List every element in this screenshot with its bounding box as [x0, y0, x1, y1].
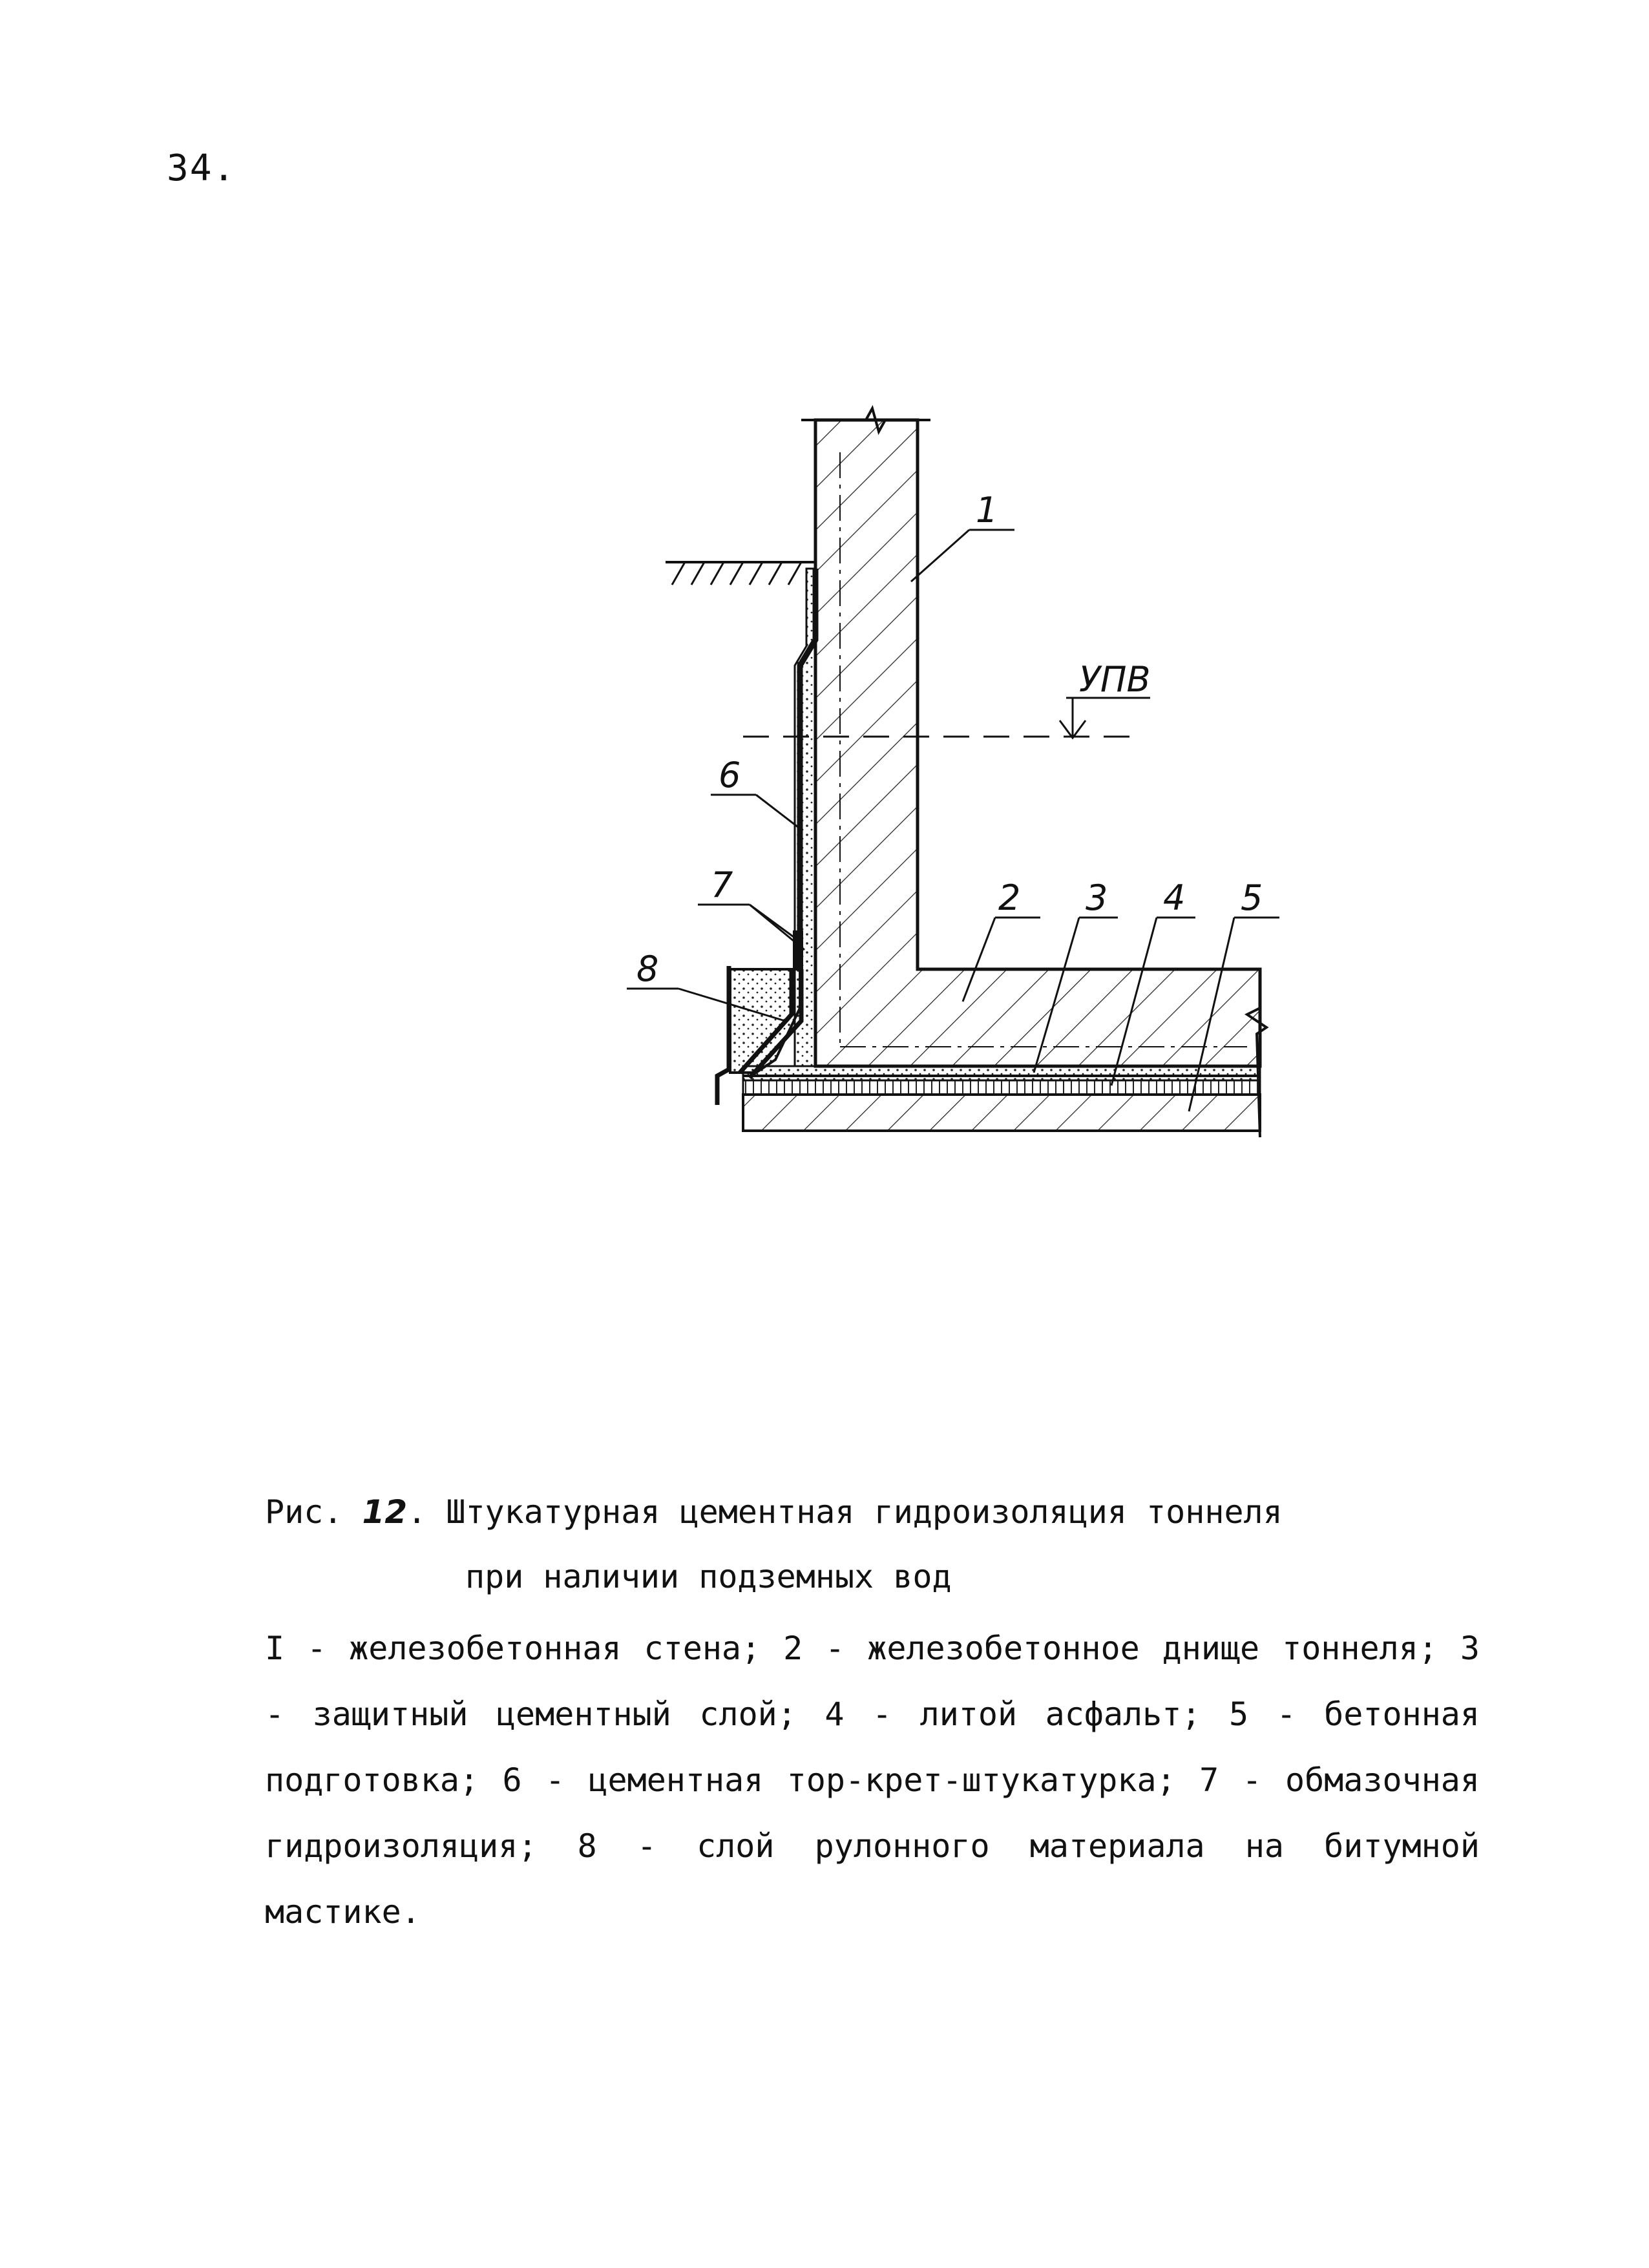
legend-item-1: I - железобетонная стена;	[265, 1630, 761, 1667]
ground-surface	[666, 562, 815, 585]
legend-item-6: 6 - цементная тор-крет-штукатурка;	[502, 1761, 1176, 1799]
svg-text:1: 1	[976, 490, 998, 530]
svg-text:2: 2	[998, 877, 1021, 918]
legend-item-5: 5 - бетонная подготовка;	[265, 1696, 1480, 1799]
water-level-label: УПВ	[1079, 659, 1151, 700]
legend-item-4: 4 - литой асфальт;	[824, 1696, 1201, 1733]
page-number: 34.	[167, 147, 236, 189]
svg-text:5: 5	[1241, 877, 1263, 918]
concrete-preparation	[743, 1095, 1260, 1131]
legend-item-7: 7 - обмазочная гидроизоляция;	[265, 1761, 1480, 1865]
svg-text:4: 4	[1163, 877, 1186, 918]
svg-text:3: 3	[1086, 877, 1108, 918]
legend-item-3: 3 - защитный цементный слой;	[265, 1630, 1480, 1733]
legend-item-2: 2 - железобетонное днище тоннеля;	[783, 1630, 1438, 1667]
legend-item-8: 8 - слой рулонного материала на битумной мастике.	[265, 1827, 1480, 1931]
figure-legend	[265, 1615, 1480, 1945]
svg-text:7: 7	[711, 865, 733, 905]
caption-figure-number: 12	[362, 1493, 408, 1531]
caption-title-line1: Штукатурная цементная гидроизоляция тоннеля	[446, 1493, 1283, 1531]
coating-waterproofing-end	[793, 930, 803, 969]
label-6	[711, 755, 798, 827]
cast-asphalt-layer	[743, 1080, 1260, 1095]
svg-text:8: 8	[636, 949, 659, 989]
figure-caption: Рис. 12. Штукатурная цементная гидроизоляция тоннеля при наличии подземных вод	[265, 1480, 1493, 1609]
label-7	[698, 865, 804, 950]
caption-title-line2: при наличии подземных вод	[465, 1558, 952, 1595]
protective-cement-layer	[743, 1066, 1260, 1080]
caption-prefix: Рис.	[265, 1493, 343, 1531]
label-1	[911, 490, 1014, 582]
svg-text:6: 6	[719, 755, 741, 795]
